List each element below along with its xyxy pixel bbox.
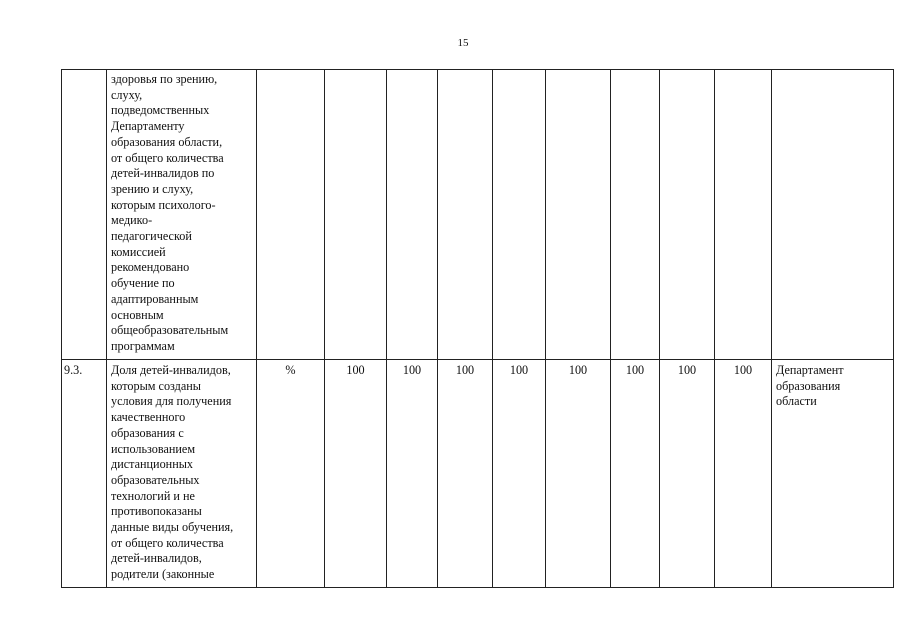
indicators-table (61, 69, 894, 588)
page-number: 15 (457, 37, 469, 49)
description-line: технологий и не (111, 488, 195, 503)
description-line: Доля детей-инвалидов, (111, 363, 231, 377)
description-line: качественного (111, 410, 186, 425)
value-cell (715, 70, 772, 360)
description-line: противопоказаны (111, 504, 202, 519)
indicator-description-cell (107, 360, 257, 588)
table-row (62, 360, 894, 588)
unit-cell: % (257, 360, 325, 588)
value-cell: 100 (715, 360, 772, 588)
description-line: обучение по (111, 276, 175, 291)
value-cell (660, 70, 715, 360)
value-cell: 100 (438, 360, 493, 588)
description-line: детей-инвалидов, (111, 551, 202, 566)
description-line: слуху, (111, 87, 143, 102)
description-line: зрению и слуху, (111, 181, 194, 196)
description-line: образования области, (111, 134, 223, 149)
value-cell (611, 70, 660, 360)
indicator-description-cell (107, 70, 257, 360)
description-line: подведомственных (111, 103, 210, 118)
value-cell: 100 (660, 360, 715, 588)
description-line: от общего количества (111, 535, 224, 550)
description-line: Департаменту (111, 119, 185, 134)
description-line: адаптированным (111, 291, 199, 306)
description-line: рекомендовано (111, 260, 190, 275)
description-line: комиссией (111, 244, 166, 259)
value-cell (546, 70, 611, 360)
responsible-line: образования (776, 378, 841, 393)
description-line: дистанционных (111, 457, 194, 472)
description-line: здоровья по зрению, (111, 72, 218, 86)
row-number-cell (62, 70, 107, 360)
unit-cell (257, 70, 325, 360)
description-line: медико- (111, 213, 153, 228)
responsible-cell (772, 70, 894, 360)
value-cell: 100 (325, 360, 387, 588)
value-cell (438, 70, 493, 360)
responsible-cell (772, 360, 894, 588)
description-line: педагогической (111, 229, 192, 244)
row-number-cell: 9.3. (62, 360, 107, 588)
description-line: образовательных (111, 472, 200, 487)
description-line: которым психолого- (111, 197, 216, 212)
value-cell: 100 (493, 360, 546, 588)
description-line: использованием (111, 441, 196, 456)
value-cell: 100 (611, 360, 660, 588)
responsible-line: Департамент (776, 363, 844, 377)
description-line: общеобразовательным (111, 323, 229, 338)
description-line: детей-инвалидов по (111, 166, 215, 181)
description-line: условия для получения (111, 394, 232, 409)
value-cell (493, 70, 546, 360)
value-cell: 100 (387, 360, 438, 588)
description-line: основным (111, 307, 164, 322)
description-line: которым созданы (111, 378, 201, 393)
description-line: данные виды обучения, (111, 520, 234, 535)
table-row (62, 70, 894, 360)
description-line: программам (111, 338, 175, 353)
responsible-line: области (776, 394, 817, 409)
description-line: от общего количества (111, 150, 224, 165)
value-cell (325, 70, 387, 360)
description-line: образования с (111, 425, 184, 440)
value-cell (387, 70, 438, 360)
value-cell: 100 (546, 360, 611, 588)
description-line: родители (законные (111, 567, 215, 582)
